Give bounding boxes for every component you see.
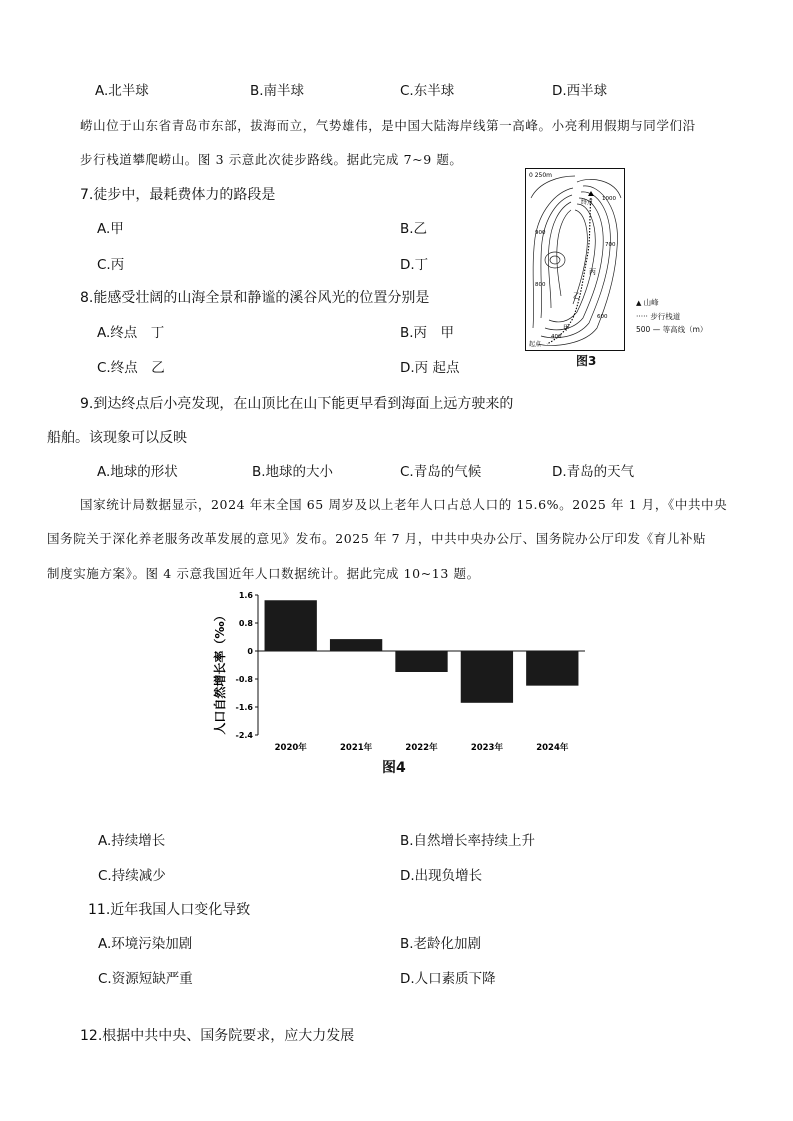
bar-2023年 xyxy=(461,651,513,703)
figure4-caption: 图4 xyxy=(382,760,406,776)
contour-label: 800 xyxy=(535,282,546,288)
q6-option-c: C.东半球 xyxy=(400,83,455,99)
figure3-contour-map xyxy=(525,168,625,351)
intro-population-line2: 国务院关于深化养老服务改革发展的意见》发布。2025 年 7 月，中共中央办公厅、国务院办公厅印发《育儿补贴 xyxy=(47,531,707,546)
chart-y-axis-label: 人口自然增长率（‰） xyxy=(213,609,227,735)
legend-trail: ····· 步行栈道 xyxy=(636,312,681,321)
contour-label: 900 xyxy=(535,230,546,236)
intro-laoshan-line2: 步行栈道攀爬崂山。图 3 示意此次徒步路线。据此完成 7~9 题。 xyxy=(80,152,463,167)
y-tick-label: 0.8 xyxy=(238,619,253,628)
bar-2021年 xyxy=(330,639,382,651)
q9-option-a: A.地球的形状 xyxy=(97,464,178,480)
q10-option-b: B.自然增长率持续上升 xyxy=(400,833,536,849)
q11-stem: 11.近年我国人口变化导致 xyxy=(88,902,251,918)
q6-option-a: A.北半球 xyxy=(95,83,149,99)
contour-label: 400 xyxy=(551,334,562,340)
q8-option-c: C.终点 乙 xyxy=(97,360,165,376)
x-tick-label: 2024年 xyxy=(536,743,569,753)
q6-option-d: D.西半球 xyxy=(552,83,608,99)
bar-2020年 xyxy=(265,600,317,651)
y-tick-label: 1.6 xyxy=(238,591,253,600)
q7-option-d: D.丁 xyxy=(400,257,429,273)
chart-x-ticks xyxy=(275,742,569,753)
q10-option-c: C.持续减少 xyxy=(98,868,166,884)
y-tick-label: 0 xyxy=(247,647,253,656)
legend-peak: ▲ 山峰 xyxy=(636,298,659,307)
x-tick-label: 2020年 xyxy=(274,743,307,753)
x-tick-label: 2023年 xyxy=(470,743,503,753)
y-tick-label: -1.6 xyxy=(235,703,253,712)
q9-stem-line1: 9.到达终点后小亮发现，在山顶比在山下能更早看到海面上远方驶来的 xyxy=(80,396,514,412)
q7-option-c: C.丙 xyxy=(97,257,125,273)
figure3-caption: 图3 xyxy=(576,354,597,368)
q8-stem: 8.能感受壮阔的山海全景和静谧的溪谷风光的位置分别是 xyxy=(80,290,430,306)
q10-option-a: A.持续增长 xyxy=(98,833,166,849)
intro-population-line1: 国家统计局数据显示，2024 年末全国 65 周岁及以上老年人口占总人口的 15.6%。2025 年 1 月，《中共中央 xyxy=(80,497,728,512)
route-label-bing: 丙 xyxy=(589,268,596,276)
q11-option-c: C.资源短缺严重 xyxy=(98,971,193,987)
q9-stem-line2: 船舶。该现象可以反映 xyxy=(47,430,187,446)
q8-option-d: D.丙 起点 xyxy=(400,360,460,376)
route-label-jia: 甲 xyxy=(563,324,570,332)
q9-option-b: B.地球的大小 xyxy=(252,464,334,480)
bar-2022年 xyxy=(395,651,447,672)
q11-option-d: D.人口素质下降 xyxy=(400,971,496,987)
q9-option-d: D.青岛的天气 xyxy=(552,464,635,480)
route-label-yi: 乙 xyxy=(573,292,580,300)
y-tick-label: -2.4 xyxy=(235,731,253,740)
x-tick-label: 2022年 xyxy=(405,743,438,753)
x-tick-label: 2021年 xyxy=(340,743,373,753)
y-tick-label: -0.8 xyxy=(235,675,253,684)
q11-option-a: A.环境污染加剧 xyxy=(98,936,193,952)
q7-option-a: A.甲 xyxy=(97,221,124,237)
bar-2024年 xyxy=(526,651,578,686)
q12-stem: 12.根据中共中央、国务院要求，应大力发展 xyxy=(80,1028,355,1044)
legend-contour: 500 — 等高线（m） xyxy=(636,325,708,334)
q9-option-c: C.青岛的气候 xyxy=(400,464,482,480)
q8-option-a: A.终点 丁 xyxy=(97,325,165,341)
fig3-scale: 0 250m xyxy=(529,172,553,179)
contour-label: 700 xyxy=(605,242,616,248)
q8-option-b: B.丙 甲 xyxy=(400,325,455,341)
q10-option-d: D.出现负增长 xyxy=(400,868,483,884)
figure4-bar-chart xyxy=(210,588,590,756)
contour-label: 1000 xyxy=(602,196,616,202)
q7-stem: 7.徒步中，最耗费体力的路段是 xyxy=(80,187,276,203)
chart-bars xyxy=(265,600,579,703)
q11-option-b: B.老龄化加剧 xyxy=(400,936,482,952)
figure3-legend xyxy=(636,296,707,336)
intro-laoshan-line1: 崂山位于山东省青岛市东部，拔海而立，气势雄伟，是中国大陆海岸线第一高峰。小亮利用假期与同学们沿 xyxy=(80,118,696,133)
q6-option-b: B.南半球 xyxy=(250,83,305,99)
intro-population-line3: 制度实施方案》。图 4 示意我国近年人口数据统计。据此完成 10~13 题。 xyxy=(47,566,480,581)
q7-option-b: B.乙 xyxy=(400,221,428,237)
route-label-start: 起点 xyxy=(529,341,542,348)
route-label-end: 终点 xyxy=(581,199,594,206)
contour-label: 600 xyxy=(597,314,608,320)
chart-y-ticks xyxy=(236,591,259,740)
